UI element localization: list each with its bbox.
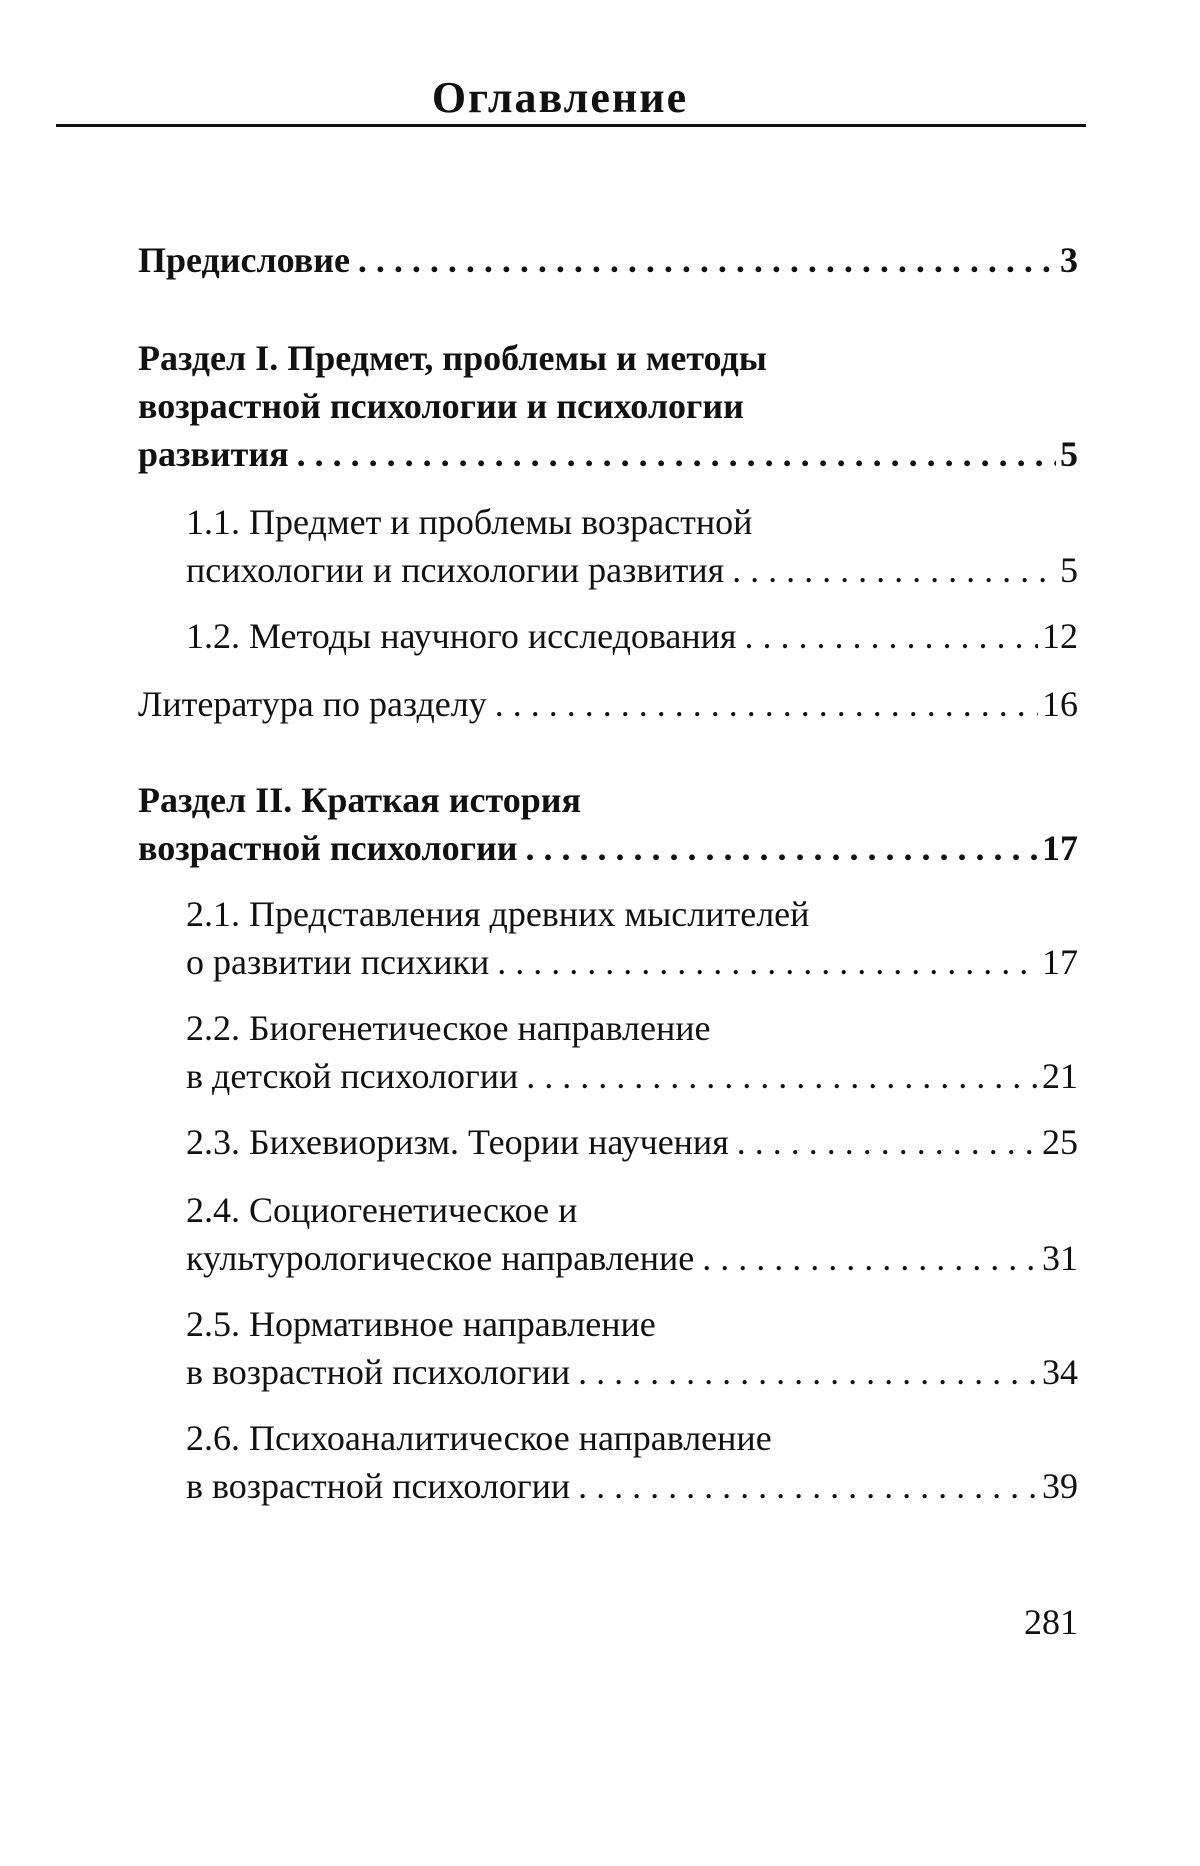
dot-leader [745, 612, 1039, 660]
toc-entry[interactable] [186, 890, 1078, 986]
toc-entry-title-line: возрастной психологии и психологии [138, 386, 744, 426]
toc-entry-title: культурологическое направление [186, 1238, 695, 1278]
toc-entry[interactable] [186, 1300, 1078, 1396]
toc-page-number: 5 [1060, 434, 1078, 474]
toc-page-number: 5 [1060, 550, 1078, 590]
toc-entry[interactable] [186, 1414, 1078, 1510]
toc-entry-title: в возрастной психологии [186, 1352, 571, 1392]
toc-entry-title: 2.3. Бихевиоризм. Теории научения [186, 1122, 729, 1162]
dot-leader [737, 1118, 1038, 1166]
toc-entry-title: Литература по разделу [138, 684, 487, 724]
toc-page-number: 25 [1042, 1122, 1078, 1162]
dot-leader [358, 236, 1056, 284]
toc-entry-title: Предисловие [138, 240, 350, 280]
toc-page-number: 39 [1042, 1466, 1078, 1506]
dot-leader [578, 1462, 1038, 1510]
page-title: Оглавление [431, 73, 689, 122]
toc-entry-title-line: 2.1. Представления древних мыслителей [186, 894, 810, 934]
toc-entry-title-line: Раздел I. Предмет, проблемы и методы [138, 338, 767, 378]
toc-page-number: 17 [1042, 828, 1078, 868]
dot-leader [525, 824, 1038, 872]
toc-entry[interactable] [138, 236, 1078, 284]
toc-entry-title: в детской психологии [186, 1056, 519, 1096]
toc-page-number: 34 [1042, 1352, 1078, 1392]
dot-leader [495, 680, 1038, 728]
dot-leader [702, 1234, 1038, 1282]
dot-leader [732, 546, 1056, 594]
header-rule [56, 124, 1086, 127]
toc-entry-title: развития [138, 434, 289, 474]
toc-entry-title-line: 2.4. Социогенетическое и [186, 1190, 578, 1230]
toc-entry[interactable] [138, 680, 1078, 728]
toc-page-number: 17 [1042, 942, 1078, 982]
toc-entry-title-line: 2.6. Психоаналитическое направление [186, 1418, 772, 1458]
toc-entry[interactable] [186, 498, 1078, 594]
toc-entry-title: о развитии психики [186, 942, 490, 982]
toc-entry-title: в возрастной психологии [186, 1466, 571, 1506]
toc-entry[interactable] [186, 612, 1078, 660]
toc-page-number: 31 [1042, 1238, 1078, 1278]
toc-entry[interactable] [186, 1004, 1078, 1100]
toc-entry[interactable] [138, 334, 1078, 478]
toc-page-number: 16 [1042, 684, 1078, 724]
dot-leader [297, 430, 1056, 478]
toc-entry-title: возрастной психологии [138, 828, 518, 868]
toc-entry-title-line: 1.1. Предмет и проблемы возрастной [186, 502, 753, 542]
toc-page-number: 12 [1042, 616, 1078, 656]
toc-entry[interactable] [186, 1186, 1078, 1282]
dot-leader [497, 938, 1038, 986]
toc-entry-title-line: Раздел II. Краткая история [138, 780, 581, 820]
toc-page-number: 21 [1042, 1056, 1078, 1096]
toc-entry-title-line: 2.5. Нормативное направление [186, 1304, 656, 1344]
dot-leader [526, 1052, 1038, 1100]
toc-entry[interactable] [138, 776, 1078, 872]
toc-entry-title: 1.2. Методы научного исследования [186, 616, 737, 656]
toc-entry[interactable] [186, 1118, 1078, 1166]
toc-entry-title-line: 2.2. Биогенетическое направление [186, 1008, 711, 1048]
toc-entry-title: психологии и психологии развития [186, 550, 725, 590]
dot-leader [578, 1348, 1038, 1396]
page-number: 281 [1024, 1602, 1078, 1642]
toc-page-number: 3 [1060, 240, 1078, 280]
